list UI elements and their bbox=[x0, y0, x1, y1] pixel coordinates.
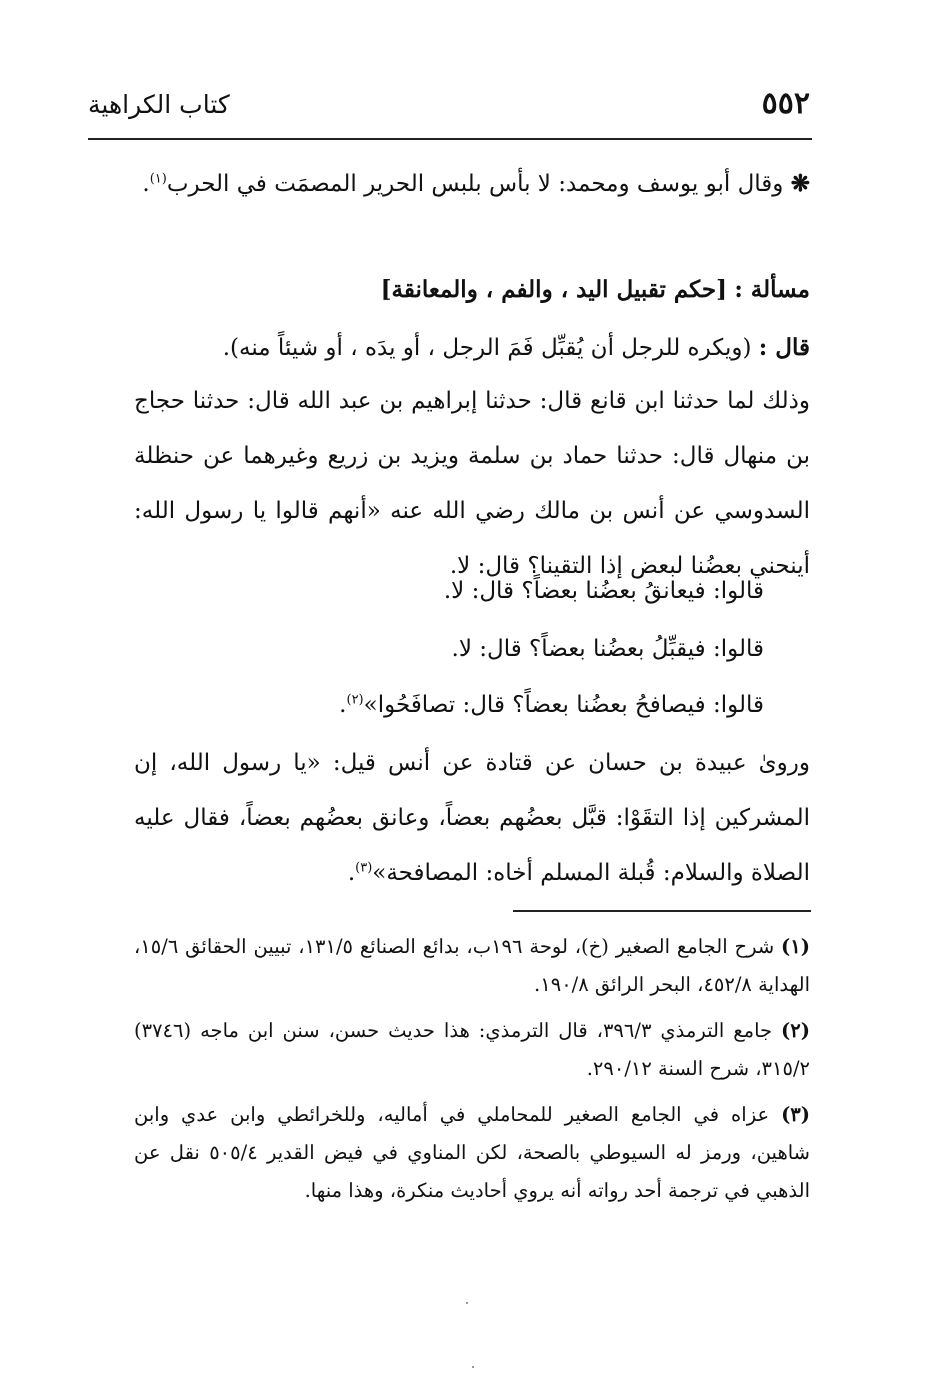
masala-label: مسألة : bbox=[734, 276, 810, 303]
footnote-separator bbox=[513, 910, 811, 912]
footnote-1-number: (١) bbox=[781, 935, 810, 958]
header-rule bbox=[88, 138, 812, 140]
asterisk-icon: ❋ bbox=[790, 170, 810, 197]
qal-label: قال : bbox=[758, 334, 810, 361]
question-1-text: قالوا: فيعانقُ بعضُنا بعضاً؟ قال: لا. bbox=[443, 578, 764, 604]
footnote-3 bbox=[134, 1096, 810, 1210]
footnote-ref-2: (٢) bbox=[346, 692, 364, 708]
question-2-text: قالوا: فيقبِّلُ بعضُنا بعضاً؟ قال: لا. bbox=[451, 636, 764, 662]
masala-title: [حكم تقبيل اليد ، والفم ، والمعانقة] bbox=[380, 276, 727, 303]
hadith-text: وذلك لما حدثنا ابن قانع قال: حدثنا إبراهيم بن عبد الله قال: حدثنا حجاج بن منهال قال: حدثنا حماد بن سلمة ويزيد بن زريع وغيرهما عن حنظلة السدوسي عن أنس بن مالك رضي الله عنه «أنهم قالوا يا رسول الله: أينحني بعضُنا لبعض إذا التقينا؟ قال: لا. bbox=[134, 388, 810, 579]
page-number: ٥٥٢ bbox=[761, 86, 810, 121]
footnote-2 bbox=[134, 1012, 810, 1088]
page-header bbox=[88, 86, 810, 130]
qal-paragraph bbox=[134, 320, 810, 376]
footnote-ref-1: (١) bbox=[149, 171, 167, 187]
question-1 bbox=[134, 564, 764, 619]
paragraph-silk-text: وقال أبو يوسف ومحمد: لا بأس بلبس الحرير المصمَت في الحرب bbox=[166, 171, 784, 197]
scan-speck bbox=[472, 1366, 474, 1368]
question-3 bbox=[134, 678, 764, 733]
riwaya-end: . bbox=[347, 860, 356, 886]
paragraph-silk-end: . bbox=[142, 171, 150, 197]
running-title: كتاب الكراهية bbox=[88, 90, 230, 119]
scan-speck bbox=[466, 1302, 468, 1304]
question-2 bbox=[134, 622, 764, 677]
hadith-paragraph bbox=[134, 374, 810, 594]
footnote-3-number: (٣) bbox=[781, 1103, 811, 1126]
footnote-2-text: جامع الترمذي ٣٩٦/٣، قال الترمذي: هذا حديث حسن، سنن ابن ماجه (٣٧٤٦) ٣١٥/٢، شرح السنة ٢٩٠/١٢. bbox=[134, 1019, 810, 1080]
footnote-3-text: عزاه في الجامع الصغير للمحاملي في أماليه، وللخرائطي وابن عدي وابن شاهين، ورمز له السيوطي بالصحة، لكن المناوي في فيض القدير ٥٠٥/٤ نقل عن الذهبي في ترجمة أحد رواته أنه يروي أحاديث منكرة، وهذا منها. bbox=[134, 1103, 811, 1202]
footnote-1 bbox=[134, 928, 810, 1004]
footnote-1-text: شرح الجامع الصغير (خ)، لوحة ١٩٦ب، بدائع الصنائع ١٣١/٥، تبيين الحقائق ١٥/٦، الهداية ٤٥٢/٨، البحر الرائق ١٩٠/٨. bbox=[134, 935, 810, 996]
qal-text: (ويكره للرجل أن يُقبِّل فَمَ الرجل ، أو يدَه ، أو شيئاً منه). bbox=[222, 335, 752, 361]
question-3-text: قالوا: فيصافحُ بعضُنا بعضاً؟ قال: تصافَحُوا» bbox=[363, 692, 764, 718]
masala-heading bbox=[134, 262, 810, 318]
footnote-ref-3: (٣) bbox=[355, 860, 373, 876]
riwaya-text: وروىٰ عبيدة بن حسان عن قتادة عن أنس قيل: «يا رسول الله، إن المشركين إذا التقَوْا: قبَّل بعضُهم بعضاً، وعانق بعضُهم بعضاً، فقال عليه الصلاة والسلام: قُبلة المسلم أخاه: المصافحة» bbox=[134, 750, 810, 886]
footnote-2-number: (٢) bbox=[781, 1019, 810, 1042]
paragraph-silk bbox=[134, 156, 810, 212]
riwaya-paragraph bbox=[134, 736, 810, 901]
question-3-end: . bbox=[339, 692, 347, 718]
